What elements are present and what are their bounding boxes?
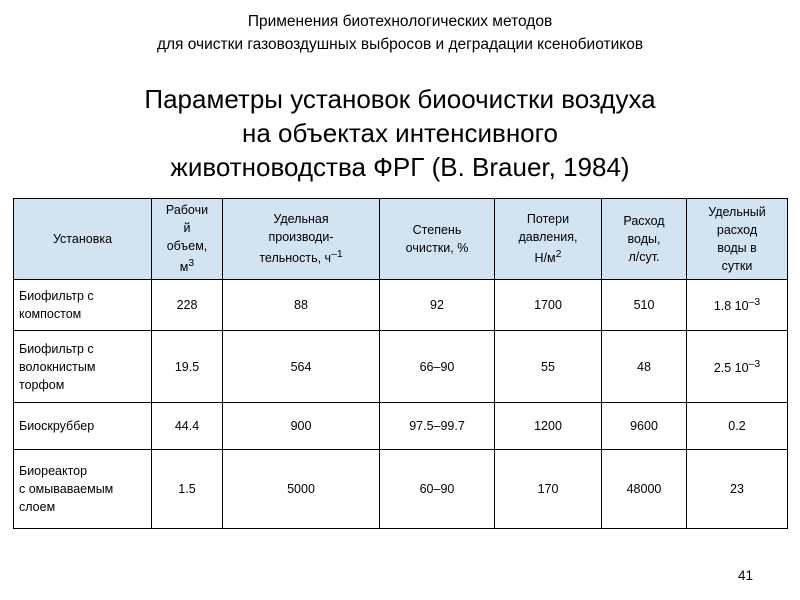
col-header-installation: Установка (14, 199, 152, 280)
table-row (14, 450, 788, 529)
page-number: 41 (737, 568, 753, 583)
col-header-efficiency: Степень очистки, % (380, 199, 495, 280)
table-row (14, 403, 788, 450)
cell-pressure: 55 (495, 331, 602, 403)
cell-efficiency: 92 (380, 280, 495, 331)
cell-productivity: 564 (223, 331, 380, 403)
title-line-3: животноводства ФРГ (B. Brauer, 1984) (170, 152, 630, 182)
col-header-productivity: Удельная производи- тельность, $ч^{-1}$ (223, 199, 380, 280)
cell-installation: Биоскруббер (14, 403, 152, 450)
col-header-specific-water: Удельный расход воды в сутки (687, 199, 788, 280)
parameters-table (13, 198, 788, 529)
cell-volume: 19.5 (152, 331, 223, 403)
topic-line-1: Применения биотехнологических методов (247, 13, 553, 30)
table-row (14, 280, 788, 331)
cell-water: 48000 (602, 450, 687, 529)
cell-efficiency: 60–90 (380, 450, 495, 529)
cell-productivity: 900 (223, 403, 380, 450)
cell-installation: Биореактор с омываваемым слоем (14, 450, 152, 529)
cell-specific-water: 0.2 (687, 403, 788, 450)
cell-installation: Биофильтр с волокнистым торфом (14, 331, 152, 403)
cell-pressure: 1200 (495, 403, 602, 450)
cell-efficiency: 66–90 (380, 331, 495, 403)
cell-specific-water: 23 (687, 450, 788, 529)
cell-pressure: 170 (495, 450, 602, 529)
cell-volume: 228 (152, 280, 223, 331)
topic-line-2: для очистки газовоздушных выбросов и деградации ксенобиотиков (156, 36, 644, 53)
cell-water: 510 (602, 280, 687, 331)
cell-volume: 44.4 (152, 403, 223, 450)
table-row (14, 331, 788, 403)
cell-efficiency: 97.5–99.7 (380, 403, 495, 450)
col-header-water-consumption: Расход воды, л/сут. (602, 199, 687, 280)
cell-installation: Биофильтр с компостом (14, 280, 152, 331)
slide-title (0, 82, 800, 184)
cell-productivity: 88 (223, 280, 380, 331)
cell-specific-water: 2.5 $10^{-3}$ (687, 331, 788, 403)
cell-productivity: 5000 (223, 450, 380, 529)
title-line-1: Параметры установок биоочистки воздуха (144, 84, 656, 114)
cell-water: 48 (602, 331, 687, 403)
col-header-pressure-loss: Потери давления, $Н/м^2$ (495, 199, 602, 280)
col-header-volume: Рабочи й объем, $м^3$ (152, 199, 223, 280)
cell-volume: 1.5 (152, 450, 223, 529)
slide-topic (0, 10, 800, 56)
cell-pressure: 1700 (495, 280, 602, 331)
table-header-row (14, 199, 788, 280)
cell-water: 9600 (602, 403, 687, 450)
title-line-2: на объектах интенсивного (241, 118, 559, 148)
cell-specific-water: 1.8 $10^{-3}$ (687, 280, 788, 331)
